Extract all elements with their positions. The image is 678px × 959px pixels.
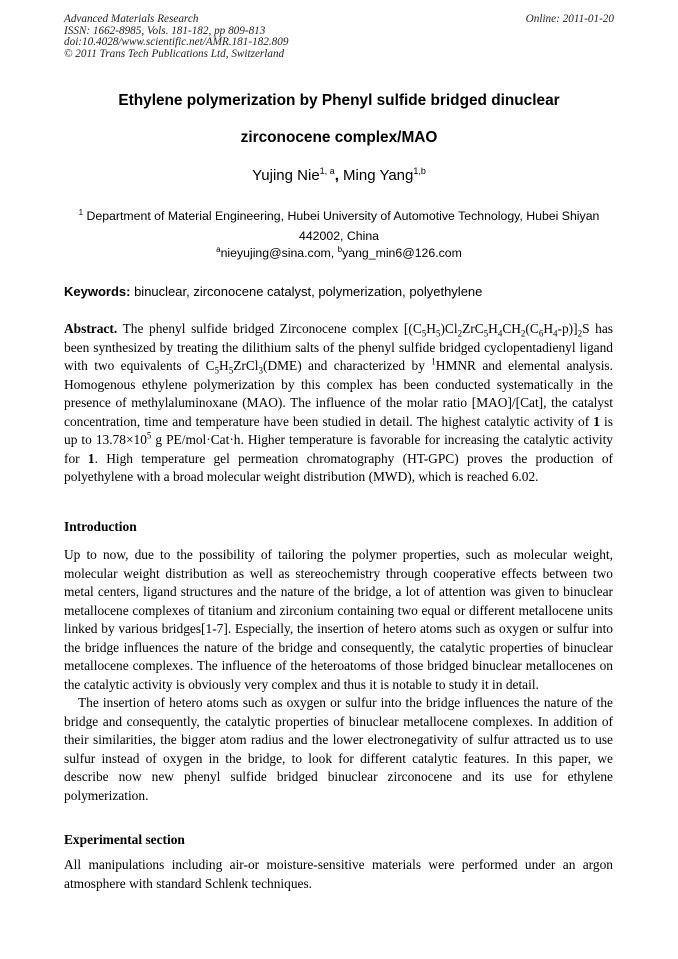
abstract-text: -p)] [557,321,578,336]
author-emails [64,245,614,260]
subscript: 5 [483,328,489,339]
introduction-heading: Introduction [64,519,137,534]
email-link[interactable]: nieyujing@sina.com, [220,246,338,261]
author-name: Yujing Nie [252,167,320,184]
abstract-text: HMNR and elemental analysis. Homogenous ethylene polymerization by this complex has been conducted systematically in the presence of methylaluminoxane (MAO). The influence of the molar ratio [MAO]/[Cat], the catalyst concentration, time and temperature have been studied in detail. The highest catalytic activity of [64,358,613,429]
abstract-text: (C [525,321,539,336]
introduction-paragraph: The insertion of hetero atoms such as oxygen or sulfur into the bridge influences the nature of the bridge and consequently, the catalytic properties of binuclear metallocene complexes. In addition of their similarities, the bigger atom radius and the lower electronegativity of sulfur attracted us to use sulfur instead of oxygen in the bridge, to look for different catalytic features. In this paper, we describe now new phenyl sulfide bridged binuclear zirconocene and its use for ethylene polymerization. [64,695,613,803]
compound-number: 1 [87,450,95,466]
affil-text: Department of Material Engineering, Hubei University of Automotive Technology, Hubei Shiyan 442002, China [83,209,600,244]
journal-header [64,14,288,60]
journal-name: Advanced Materials Research [64,13,199,25]
author-affil-mark: 1,b [413,166,426,176]
author-separator: , [334,167,344,184]
abstract-text: H [219,358,229,373]
abstract-text: )Cl [440,321,458,336]
abstract-text: ZrCl [233,358,259,373]
abstract-text: is up to 13.78×10 [64,413,613,447]
abstract-label: Abstract. [64,321,118,336]
abstract-text: ZrC [462,321,484,336]
subscript: 5 [214,365,220,376]
compound-number: 1 [593,413,600,429]
experimental-heading: Experimental section [64,832,185,847]
subscript: 6 [538,328,544,339]
abstract-text: H [543,321,553,336]
introduction-paragraph: Up to now, due to the possibility of tailoring the polymer properties, such as molecular weight, molecular weight distribution as well as stereochemistry through cooperative effects between two metal centers, ligand structures and the nature of the bridge, a lot of attention was given to binuclear metallocene complexes of titanium and zirconium containing two equal or different metallocene units linked by various bridges[1-7]. Especially, the insertion of hetero atoms such as oxygen or sulfur into the bridge influences the nature of the bridge and consequently, the catalytic properties of binuclear metallocene complexes. The influence of the heteroatoms of those bridged binuclear metallocenes on the catalytic activity is obviously very complex and thus it is notable to study it in detail. [64,547,613,692]
abstract-text: g PE/mol·Cat·h. Higher temperature is favorable for increasing the catalytic activity for [64,432,613,466]
abstract-text: H [488,321,498,336]
copyright-line: © 2011 Trans Tech Publications Ltd, Switzerland [64,47,285,60]
affiliation [64,203,614,246]
abstract-text: S has been synthesized by treating the dilithium salts of the phenyl sulfide bridged cyclopentadienyl ligand with two equivalents of C [64,321,613,373]
subscript: 2 [577,328,583,339]
online-date: Online: 2011-01-20 [525,13,614,25]
subscript: 3 [258,365,263,376]
experimental-paragraph: All manipulations including air-or moisture-sensitive materials were performed under an argon atmosphere with standard Schlenk techniques. [64,857,613,891]
subscript: 4 [552,328,558,339]
abstract-text: CH [502,321,521,336]
paper-title-line1: Ethylene polymerization by Phenyl sulfide bridged dinuclear [118,92,560,109]
keywords [64,284,638,299]
superscript: 5 [146,430,152,441]
subscript: 5 [435,328,441,339]
email-mark: a [216,245,221,254]
subscript: 2 [520,328,526,339]
paper-title-line2: zirconocene complex/MAO [240,129,438,146]
keywords-text: binuclear, zirconocene catalyst, polymerization, polyethylene [130,284,483,299]
abstract-text: H [426,321,436,336]
email-link[interactable]: yang_min6@126.com [342,246,462,261]
issn-line: ISSN: 1662-8985, Vols. 181-182, pp 809-813 [64,24,266,37]
author-name: Ming Yang [343,167,414,184]
email-mark: b [337,245,343,254]
keywords-label: Keywords: [64,284,131,299]
abstract [64,320,613,487]
author-affil-mark: 1, a [319,166,335,176]
affil-mark: 1 [78,208,84,217]
subscript: 2 [457,328,463,339]
abstract-text: The phenyl sulfide bridged Zirconocene complex [(C [117,321,422,336]
subscript: 4 [497,328,503,339]
subscript: 5 [421,328,427,339]
superscript: 1 [431,356,436,367]
doi-line: doi:10.4028/www.scientific.net/AMR.181-182.809 [64,36,289,49]
subscript: 5 [228,365,234,376]
abstract-text: (DME) and characterized by [262,358,432,373]
introduction-body [64,546,613,805]
author-list [40,166,638,184]
abstract-text: . High temperature gel permeation chromatography (HT-GPC) proves the production of polyethylene with a broad molecular weight distribution (MWD), which is reached 6.02. [64,450,613,484]
